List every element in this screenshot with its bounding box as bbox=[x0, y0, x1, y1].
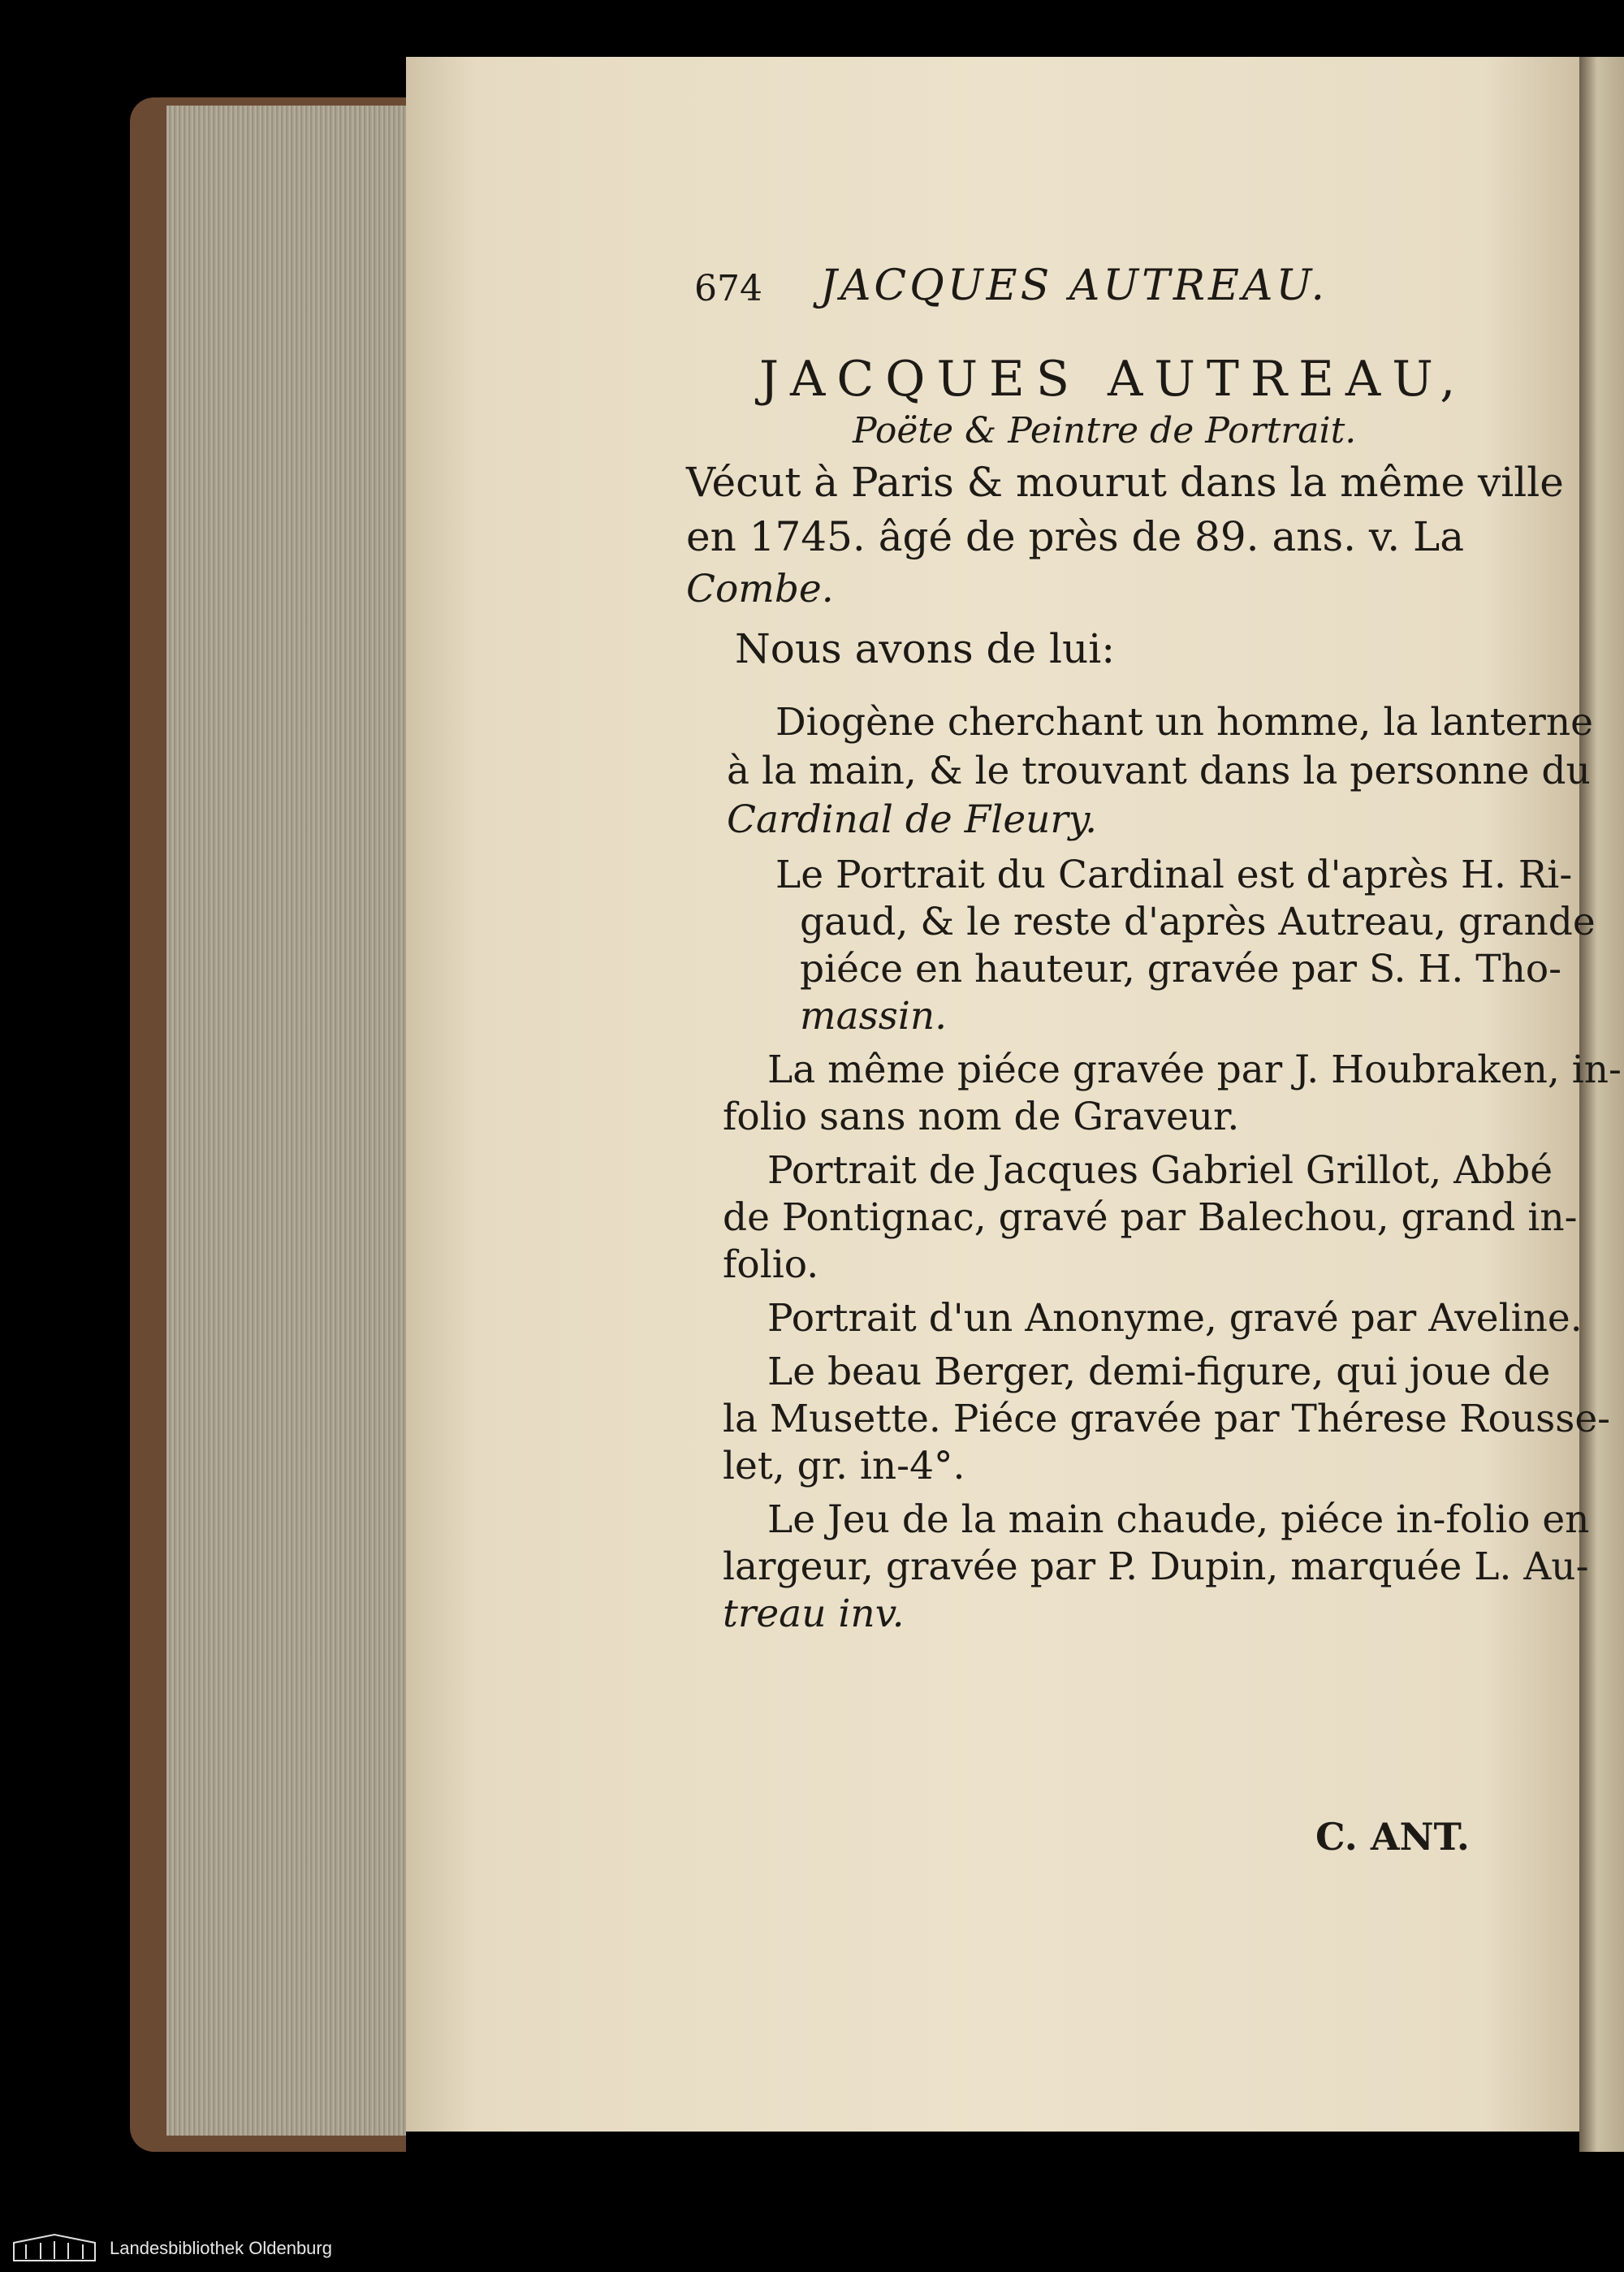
body-line: Portrait de Jacques Gabriel Grillot, Abbé bbox=[767, 1148, 1553, 1193]
body-line: Combe. bbox=[686, 567, 834, 611]
body-line: let, gr. in-4°. bbox=[723, 1444, 965, 1488]
body-line: de Pontignac, gravé par Balechou, grand in- bbox=[723, 1195, 1578, 1240]
body-line: en 1745. âgé de près de 89. ans. v. La bbox=[686, 513, 1465, 560]
body-line: La même piéce gravée par J. Houbraken, in- bbox=[767, 1047, 1622, 1092]
body-line: massin. bbox=[800, 994, 948, 1039]
body-line: folio. bbox=[723, 1242, 819, 1287]
running-title: JACQUES AUTREAU. bbox=[820, 261, 1328, 310]
body-line: Vécut à Paris & mourut dans la même ville bbox=[686, 459, 1564, 506]
body-line: Le Jeu de la main chaude, piéce in-folio en bbox=[767, 1497, 1590, 1542]
body-line: gaud, & le reste d'après Autreau, grande bbox=[800, 900, 1596, 944]
library-building-icon bbox=[10, 2231, 99, 2264]
catchword: C. ANT. bbox=[1315, 1815, 1470, 1859]
body-line: treau inv. bbox=[723, 1592, 905, 1636]
watermark-label: Landesbibliothek Oldenburg bbox=[110, 2238, 332, 2258]
entry-title: JACQUES AUTREAU, bbox=[759, 351, 1467, 408]
body-line: Portrait d'un Anonyme, gravé par Aveline. bbox=[767, 1296, 1583, 1341]
body-line: Nous avons de lui: bbox=[735, 625, 1116, 672]
body-line: Diogène cherchant un homme, la lanterne bbox=[775, 700, 1593, 745]
body-line: Le beau Berger, demi-figure, qui joue de bbox=[767, 1350, 1551, 1394]
body-line: folio sans nom de Graveur. bbox=[723, 1095, 1240, 1139]
page-number: 674 bbox=[694, 268, 762, 309]
page-stack-edge bbox=[166, 106, 406, 2136]
body-line: largeur, gravée par P. Dupin, marquée L. Au- bbox=[723, 1544, 1589, 1589]
body-line: Cardinal de Fleury. bbox=[727, 797, 1098, 842]
body-line: piéce en hauteur, gravée par S. H. Tho- bbox=[800, 947, 1562, 991]
body-line: Le Portrait du Cardinal est d'après H. Ri- bbox=[775, 853, 1573, 897]
entry-subtitle: Poëte & Peintre de Portrait. bbox=[853, 410, 1357, 451]
facing-page-edge bbox=[1579, 57, 1624, 2152]
body-line: la Musette. Piéce gravée par Thérese Rousse- bbox=[723, 1397, 1611, 1441]
body-line: à la main, & le trouvant dans la personne du bbox=[727, 749, 1591, 793]
